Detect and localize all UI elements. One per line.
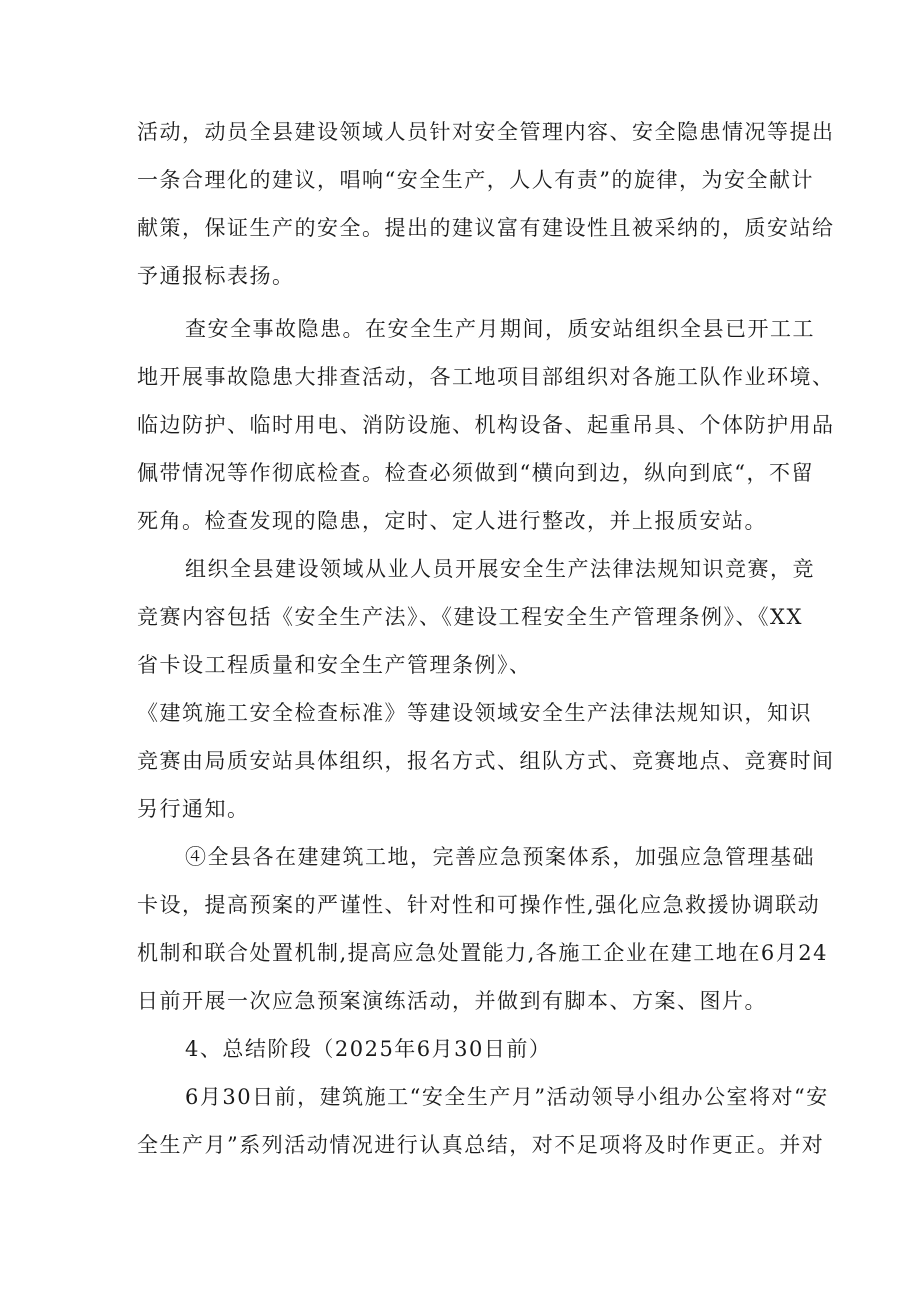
- text-line: 献策，保证生产的安全。提出的建议富有建设性且被采纳的，质安站给: [137, 216, 835, 240]
- text-line: 竞赛由局质安站具体组织，报名方式、组队方式、竞赛地点、竞赛时间: [137, 749, 835, 773]
- text-line: 死角。检查发现的隐患，定时、定人进行整改，并上报质安站。: [137, 509, 767, 533]
- text-line: ④全县各在建建筑工地，完善应急预案体系，加强应急管理基础: [185, 845, 815, 869]
- text-line: 6月30日前，建筑施工“安全生产月”活动领导小组办公室将对“安: [185, 1085, 829, 1109]
- text-line: 全生产月”系列活动情况进行认真总结，对不足项将及时作更正。并对: [137, 1133, 825, 1157]
- text-line: 机制和联合处置机制,提高应急处置能力,各施工企业在建工地在6月24: [137, 941, 828, 965]
- text-line: 另行通知。: [137, 797, 250, 821]
- text-line: 予通报标表扬。: [137, 264, 295, 288]
- text-line: 佩带情况等作彻底检查。检查必须做到“横向到边，纵向到底“，不留: [137, 461, 814, 485]
- text-line: 省卡设工程质量和安全生产管理条例》、: [137, 653, 532, 677]
- text-line: 地开展事故隐患大排查活动，各工地项目部组织对各施工队作业环境、: [137, 365, 835, 389]
- text-line: 竞赛内容包括《安全生产法》、《建设工程安全生产管理条例》、《XX: [137, 605, 803, 629]
- text-line: 临边防护、临时用电、消防设施、机构设备、起重吊具、个体防护用品: [137, 413, 835, 437]
- text-line: 活动，动员全县建设领域人员针对安全管理内容、安全隐患情况等提出: [137, 120, 835, 144]
- text-line: 一条合理化的建议，唱响“安全生产，人人有责”的旋律，为安全献计: [137, 168, 814, 192]
- text-line: 日前开展一次应急预案演练活动，并做到有脚本、方案、图片。: [137, 989, 767, 1013]
- text-line: 组织全县建设领域从业人员开展安全生产法律法规知识竞赛，竞: [185, 557, 815, 581]
- text-line: 查安全事故隐患。在安全生产月期间，质安站组织全县已开工工: [185, 317, 815, 341]
- text-line: 《建筑施工安全检查标准》等建设领域安全生产法律法规知识，知识: [137, 701, 812, 725]
- text-line: 卡设，提高预案的严谨性、针对性和可操作性,强化应急救援协调联动: [137, 893, 821, 917]
- section-heading: 4、总结阶段（2025年6月30日前）: [185, 1037, 552, 1061]
